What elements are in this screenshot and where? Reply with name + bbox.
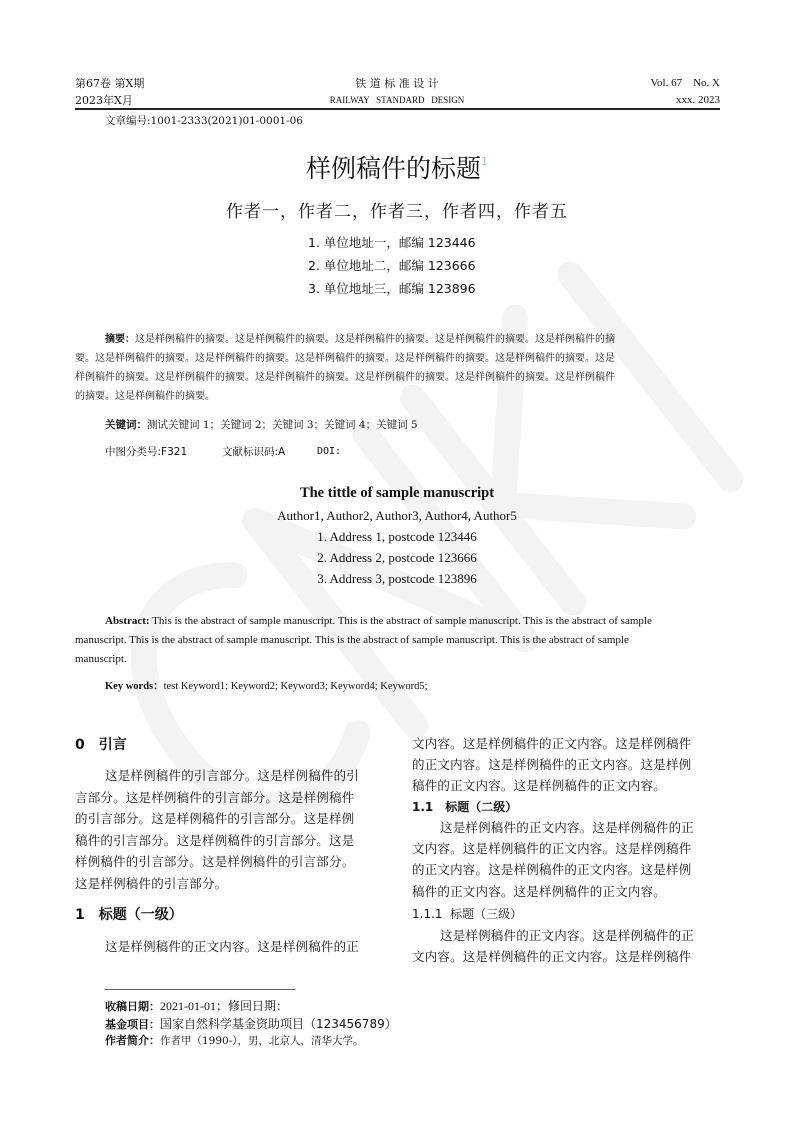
body-line: 这是样例稿件的正文内容。这是样例稿件的正 <box>440 820 695 835</box>
abstract-line: 要。这是样例稿件的摘要。这是样例稿件的摘要。这是样例稿件的摘要。这是样例稿件的摘要。这是样例稿件的摘要。这是 <box>75 353 615 364</box>
english-title: The tittle of sample manuscript <box>299 485 495 501</box>
english-abstract-line: manuscript. This is the abstract of sample manuscript. This is the abstract of sample manuscript. This is the abstract of sample <box>75 634 629 646</box>
body-line: 文内容。这是样例稿件的正文内容。这是样例稿件 <box>412 841 692 856</box>
article-number: 文章编号:1001-2333(2021)01-0001-06 <box>105 115 303 127</box>
fund: 基金项目：国家自然科学基金资助项目（123456789） <box>105 1017 397 1031</box>
clc-number: 中图分类号:F321 <box>105 446 188 458</box>
abstract-line: 样例稿件的摘要。这是样例稿件的摘要。这是样例稿件的摘要。这是样例稿件的摘要。这是样例稿件的摘要。这是样例稿件 <box>75 372 615 383</box>
page-title: 样例稿件的标题$^1$ <box>305 154 488 183</box>
body-line: 文内容。这是样例稿件的正文内容。这是样例稿件 <box>412 949 692 964</box>
body-line: 的正文内容。这是样例稿件的正文内容。这是样例 <box>412 862 692 877</box>
body-line: 稿件的引言部分。这是样例稿件的引言部分。这是 <box>75 833 355 848</box>
body-line: 言部分。这是样例稿件的引言部分。这是样例稿件 <box>75 790 355 805</box>
english-keywords: Key words：test Keyword1; Keyword2; Keyword3; Keyword4; Keyword5; <box>105 681 428 692</box>
volume-cn: 第67卷 第X期 <box>75 77 145 90</box>
doi: DOI: <box>317 446 342 457</box>
body-line: 的引言部分。这是样例稿件的引言部分。这是样例 <box>75 811 355 826</box>
body-line: 这是样例稿件的正文内容。这是样例稿件的正 <box>440 928 695 943</box>
english-abstract-line: Abstract: This is the abstract of sample manuscript. This is the abstract of sample manuscript. This is the abstract of sample <box>105 615 652 627</box>
document-code: 文献标识码:A <box>222 446 286 458</box>
english-address: 2. Address 2, postcode 123666 <box>317 550 477 565</box>
journal-en: RAILWAY STANDARD DESIGN <box>329 95 465 105</box>
authors: 作者一，作者二，作者三，作者四，作者五 <box>226 202 568 222</box>
body-line: 稿件的正文内容。这是样例稿件的正文内容。 <box>412 884 667 899</box>
section-heading-1-1-1: 1.1.1 标题（三级） <box>412 907 523 921</box>
body-line: 这是样例稿件的引言部分。 <box>75 876 228 891</box>
affiliation: 1. 单位地址一，邮编 123446 <box>308 235 476 250</box>
section-heading-1-1: 1.1 标题（二级） <box>412 800 518 814</box>
body-line: 的正文内容。这是样例稿件的正文内容。这是样例 <box>412 757 692 772</box>
body-line: 样例稿件的引言部分。这是样例稿件的引言部分。 <box>75 854 355 869</box>
footnote-rule <box>105 989 295 990</box>
english-address: 3. Address 3, postcode 123896 <box>317 571 477 586</box>
abstract-line: 的摘要。这是样例稿件的摘要。 <box>75 391 215 402</box>
received-date: 收稿日期：2021-01-01；修回日期： <box>105 999 288 1013</box>
abstract-line: 摘要：这是样例稿件的摘要。这是样例稿件的摘要。这是样例稿件的摘要。这是样例稿件的摘要。这是样例稿件的摘 <box>105 334 615 345</box>
body-line: 这是样例稿件的引言部分。这是样例稿件的引 <box>105 768 360 783</box>
date-cn: 2023年X月 <box>75 94 133 107</box>
english-authors: Author1, Author2, Author3, Author4, Author5 <box>277 508 517 523</box>
keywords: 关键词：测试关键词 1；关键词 2；关键词 3；关键词 4；关键词 5 <box>105 419 418 431</box>
affiliation: 2. 单位地址二，邮编 123666 <box>308 258 476 273</box>
header-rule <box>75 108 720 110</box>
section-heading-1: 1 标题（一级） <box>75 907 183 923</box>
body-line: 文内容。这是样例稿件的正文内容。这是样例稿件 <box>412 736 692 751</box>
abstract-label: 摘要： <box>105 334 135 345</box>
english-address: 1. Address 1, postcode 123446 <box>317 529 477 544</box>
title-footnote-mark: 1 <box>481 155 488 168</box>
volume-en: Vol. 67 No. X <box>650 77 720 89</box>
english-abstract-line: manuscript. <box>75 653 127 665</box>
section-heading-0: 0 引言 <box>75 737 127 753</box>
body-line: 稿件的正文内容。这是样例稿件的正文内容。 <box>412 778 667 793</box>
date-en: xxx. 2023 <box>676 94 720 106</box>
journal-cn: 铁 道 标 准 设 计 <box>355 77 439 90</box>
body-line: 这是样例稿件的正文内容。这是样例稿件的正 <box>105 939 360 954</box>
affiliation: 3. 单位地址三，邮编 123896 <box>308 281 476 296</box>
author-bio: 作者简介：作者甲（1990-），男，北京人，清华大学。 <box>105 1034 364 1047</box>
